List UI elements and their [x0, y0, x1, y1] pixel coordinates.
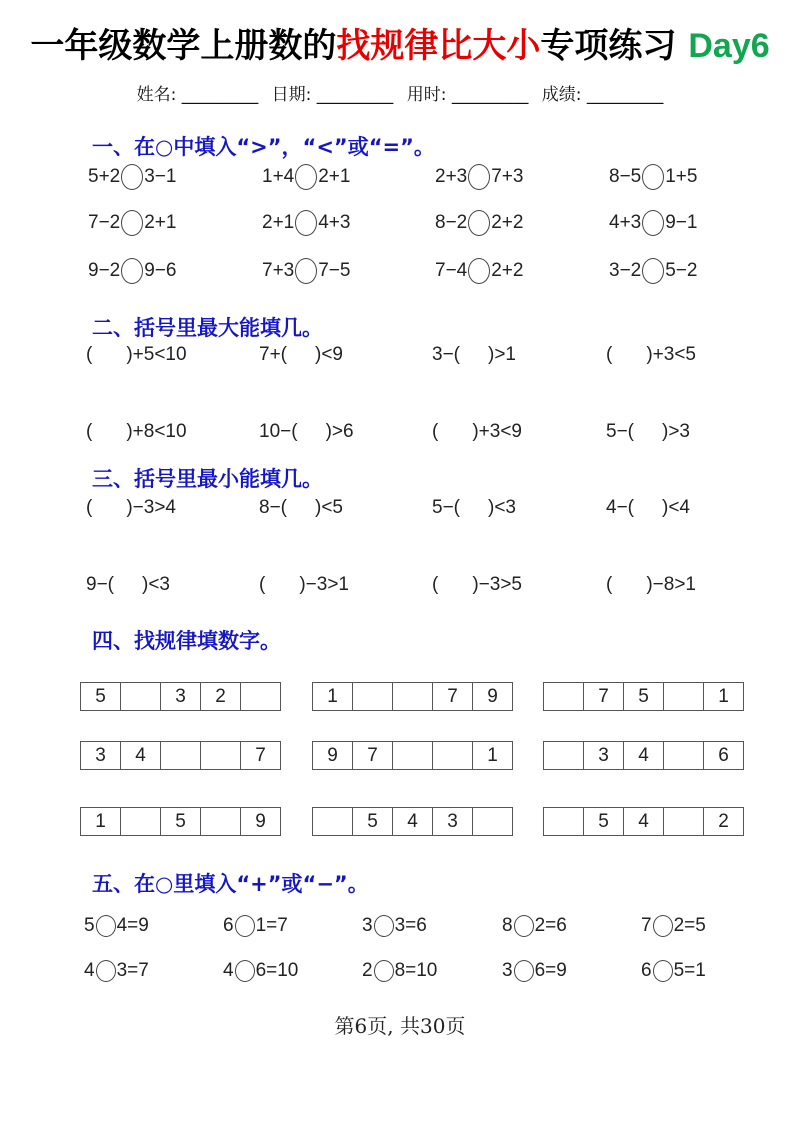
right-equation: 3=7: [116, 960, 149, 981]
section4-heading: 四、找规律填数字。: [92, 629, 281, 653]
bracket-exercise: [259, 494, 343, 522]
left-expression: 5+2: [88, 166, 121, 187]
right-expression: 9−6: [144, 260, 177, 281]
sequence-cell: 3: [161, 683, 201, 711]
right-expression: 9−1: [665, 212, 698, 233]
sequence-grid: [80, 807, 281, 836]
answer-circle[interactable]: [295, 258, 317, 284]
left-expression: 8−2: [435, 212, 468, 233]
sequence-blank-cell[interactable]: [241, 683, 281, 711]
sequence-blank-cell[interactable]: [393, 683, 433, 711]
left-number: 8: [502, 915, 513, 936]
operator-circle[interactable]: [374, 915, 394, 937]
left-part: (: [86, 497, 93, 518]
sequence-blank-cell[interactable]: [544, 683, 584, 711]
operator-exercise: [84, 957, 149, 985]
right-part: )<3: [142, 574, 170, 595]
sequence-grid: [543, 682, 744, 711]
bracket-exercise: [259, 418, 354, 446]
answer-circle[interactable]: [642, 210, 664, 236]
sequence-blank-cell[interactable]: [201, 742, 241, 770]
compare-exercise: [262, 209, 350, 237]
left-part: (: [432, 574, 439, 595]
answer-circle[interactable]: [295, 210, 317, 236]
right-equation: 3=6: [394, 915, 427, 936]
title-part-2: 找规律比大小: [336, 26, 541, 66]
sequence-cell: 3: [584, 742, 624, 770]
sequence-grid: [312, 741, 513, 770]
sequence-cell: 3: [433, 808, 473, 836]
right-expression: 2+2: [491, 212, 524, 233]
operator-exercise: [641, 957, 706, 985]
section2-heading: 二、括号里最大能填几。: [92, 316, 323, 340]
sequence-blank-cell[interactable]: [544, 742, 584, 770]
sequence-cell: 9: [313, 742, 353, 770]
section5-heading: 五、在○里填入“+”或“−”。: [92, 872, 369, 896]
bracket-exercise: [86, 571, 170, 599]
sequence-blank-cell[interactable]: [433, 742, 473, 770]
sequence-cell: 5: [584, 808, 624, 836]
sequence-grid: [80, 741, 281, 770]
left-number: 5: [84, 915, 95, 936]
left-expression: 7−4: [435, 260, 468, 281]
name-field[interactable]: 姓名: _________: [136, 85, 259, 105]
compare-exercise: [262, 163, 350, 191]
operator-exercise: [502, 957, 567, 985]
operator-exercise: [362, 912, 427, 940]
right-part: )+5<10: [126, 344, 187, 365]
bracket-exercise: [606, 494, 690, 522]
sequence-cell: 9: [473, 683, 513, 711]
left-part: 9−(: [86, 574, 114, 595]
right-equation: 4=9: [116, 915, 149, 936]
right-part: )<4: [662, 497, 690, 518]
bracket-exercise: [606, 341, 696, 369]
sequence-grid: [312, 682, 513, 711]
right-part: )+3<9: [472, 421, 522, 442]
left-number: 4: [84, 960, 95, 981]
sequence-grid: [543, 807, 744, 836]
left-expression: 1+4: [262, 166, 295, 187]
sequence-cell: 4: [121, 742, 161, 770]
section1-heading: 一、在○中填入“>”，“<”或“=”。: [92, 135, 435, 159]
compare-exercise: [435, 209, 523, 237]
left-part: 10−(: [259, 421, 298, 442]
sequence-cell: 7: [433, 683, 473, 711]
sequence-cell: 3: [81, 742, 121, 770]
compare-exercise: [88, 257, 176, 285]
left-number: 2: [362, 960, 373, 981]
left-expression: 4+3: [609, 212, 642, 233]
operator-exercise: [223, 957, 298, 985]
answer-circle[interactable]: [468, 210, 490, 236]
page-title: [0, 24, 800, 68]
left-part: (: [606, 574, 613, 595]
left-part: 5−(: [606, 421, 634, 442]
right-expression: 7−5: [318, 260, 351, 281]
sequence-cell: 4: [393, 808, 433, 836]
title-day: Day6: [688, 27, 770, 65]
operator-circle[interactable]: [653, 915, 673, 937]
compare-exercise: [609, 209, 697, 237]
answer-circle[interactable]: [121, 210, 143, 236]
bracket-exercise: [86, 418, 187, 446]
answer-circle[interactable]: [642, 164, 664, 190]
sequence-grid: [312, 807, 513, 836]
right-equation: 2=6: [534, 915, 567, 936]
sequence-grid: [80, 682, 281, 711]
operator-circle[interactable]: [514, 915, 534, 937]
answer-circle[interactable]: [642, 258, 664, 284]
operator-circle[interactable]: [235, 915, 255, 937]
sequence-cell: 1: [704, 683, 744, 711]
right-expression: 2+2: [491, 260, 524, 281]
sequence-cell: 1: [81, 808, 121, 836]
right-equation: 6=9: [534, 960, 567, 981]
right-equation: 2=5: [673, 915, 706, 936]
bracket-exercise: [86, 341, 187, 369]
answer-circle[interactable]: [295, 164, 317, 190]
sequence-blank-cell[interactable]: [121, 683, 161, 711]
left-expression: 2+3: [435, 166, 468, 187]
right-equation: 5=1: [673, 960, 706, 981]
right-part: )>6: [325, 421, 354, 442]
right-part: )−8>1: [646, 574, 696, 595]
right-part: )>3: [662, 421, 690, 442]
sequence-cell: 5: [353, 808, 393, 836]
page-footer: 第6页, 共30页: [334, 1014, 466, 1038]
operator-exercise: [502, 912, 567, 940]
left-number: 7: [641, 915, 652, 936]
operator-exercise: [223, 912, 288, 940]
sequence-cell: 7: [353, 742, 393, 770]
left-expression: 2+1: [262, 212, 295, 233]
left-expression: 3−2: [609, 260, 642, 281]
bracket-exercise: [432, 494, 516, 522]
sequence-cell: 2: [201, 683, 241, 711]
left-part: 3−(: [432, 344, 460, 365]
sequence-blank-cell[interactable]: [313, 808, 353, 836]
answer-circle[interactable]: [121, 164, 143, 190]
answer-circle[interactable]: [468, 164, 490, 190]
compare-exercise: [609, 163, 697, 191]
right-part: )+3<5: [646, 344, 696, 365]
right-part: )−3>1: [299, 574, 349, 595]
sequence-cell: 9: [241, 808, 281, 836]
left-part: 5−(: [432, 497, 460, 518]
left-number: 6: [223, 915, 234, 936]
left-part: (: [606, 344, 613, 365]
sequence-blank-cell[interactable]: [121, 808, 161, 836]
left-expression: 8−5: [609, 166, 642, 187]
left-part: 8−(: [259, 497, 287, 518]
right-part: )<5: [315, 497, 343, 518]
operator-circle[interactable]: [514, 960, 534, 982]
operator-exercise: [84, 912, 149, 940]
sequence-blank-cell[interactable]: [473, 808, 513, 836]
bracket-exercise: [259, 571, 349, 599]
right-part: )+8<10: [126, 421, 187, 442]
right-equation: 8=10: [394, 960, 438, 981]
sequence-cell: 7: [241, 742, 281, 770]
date-field[interactable]: 日期: _________: [271, 85, 394, 105]
sequence-blank-cell[interactable]: [201, 808, 241, 836]
compare-exercise: [88, 163, 176, 191]
left-number: 4: [223, 960, 234, 981]
title-part-3: 专项练习: [540, 26, 677, 66]
sequence-blank-cell[interactable]: [664, 742, 704, 770]
compare-exercise: [609, 257, 697, 285]
right-expression: 2+1: [318, 166, 351, 187]
time-field[interactable]: 用时: _________: [406, 85, 529, 105]
sequence-cell: 2: [704, 808, 744, 836]
answer-circle[interactable]: [121, 258, 143, 284]
compare-exercise: [435, 257, 523, 285]
left-number: 3: [502, 960, 513, 981]
right-part: )>1: [488, 344, 516, 365]
sequence-blank-cell[interactable]: [544, 808, 584, 836]
bracket-exercise: [606, 571, 696, 599]
operator-exercise: [362, 957, 437, 985]
sequence-cell: 1: [473, 742, 513, 770]
left-part: (: [259, 574, 266, 595]
right-expression: 2+1: [144, 212, 177, 233]
sequence-blank-cell[interactable]: [664, 808, 704, 836]
bracket-exercise: [606, 418, 690, 446]
left-part: (: [86, 421, 93, 442]
right-expression: 7+3: [491, 166, 524, 187]
right-part: )<3: [488, 497, 516, 518]
left-number: 3: [362, 915, 373, 936]
sequence-cell: 7: [584, 683, 624, 711]
operator-circle[interactable]: [653, 960, 673, 982]
operator-circle[interactable]: [374, 960, 394, 982]
bracket-exercise: [86, 494, 176, 522]
score-field[interactable]: 成绩: _________: [541, 85, 664, 105]
compare-exercise: [435, 163, 523, 191]
sequence-blank-cell[interactable]: [393, 742, 433, 770]
right-part: )−3>4: [126, 497, 176, 518]
sequence-cell: 6: [704, 742, 744, 770]
right-equation: 6=10: [255, 960, 299, 981]
right-part: )−3>5: [472, 574, 522, 595]
sequence-cell: 5: [161, 808, 201, 836]
bracket-exercise: [259, 341, 343, 369]
sequence-grid: [543, 741, 744, 770]
operator-exercise: [641, 912, 706, 940]
bracket-exercise: [432, 341, 516, 369]
sequence-cell: 5: [81, 683, 121, 711]
left-expression: 7+3: [262, 260, 295, 281]
left-expression: 7−2: [88, 212, 121, 233]
sequence-cell: 4: [624, 742, 664, 770]
compare-exercise: [262, 257, 350, 285]
operator-circle[interactable]: [235, 960, 255, 982]
right-expression: 4+3: [318, 212, 351, 233]
sequence-blank-cell[interactable]: [161, 742, 201, 770]
section3-heading: 三、括号里最小能填几。: [92, 467, 323, 491]
left-part: (: [432, 421, 439, 442]
bracket-exercise: [432, 418, 522, 446]
answer-circle[interactable]: [468, 258, 490, 284]
right-equation: 1=7: [255, 915, 288, 936]
left-expression: 9−2: [88, 260, 121, 281]
right-expression: 5−2: [665, 260, 698, 281]
left-part: (: [86, 344, 93, 365]
sequence-cell: 1: [313, 683, 353, 711]
left-part: 4−(: [606, 497, 634, 518]
operator-circle[interactable]: [96, 915, 116, 937]
right-expression: 3−1: [144, 166, 177, 187]
sequence-cell: 5: [624, 683, 664, 711]
sequence-cell: 4: [624, 808, 664, 836]
left-number: 6: [641, 960, 652, 981]
right-part: )<9: [315, 344, 343, 365]
left-part: 7+(: [259, 344, 287, 365]
operator-circle[interactable]: [96, 960, 116, 982]
compare-exercise: [88, 209, 176, 237]
sequence-blank-cell[interactable]: [664, 683, 704, 711]
bracket-exercise: [432, 571, 522, 599]
title-part-1: 一年级数学上册数的: [30, 26, 337, 66]
right-expression: 1+5: [665, 166, 698, 187]
sequence-blank-cell[interactable]: [353, 683, 393, 711]
info-line: [0, 80, 800, 105]
